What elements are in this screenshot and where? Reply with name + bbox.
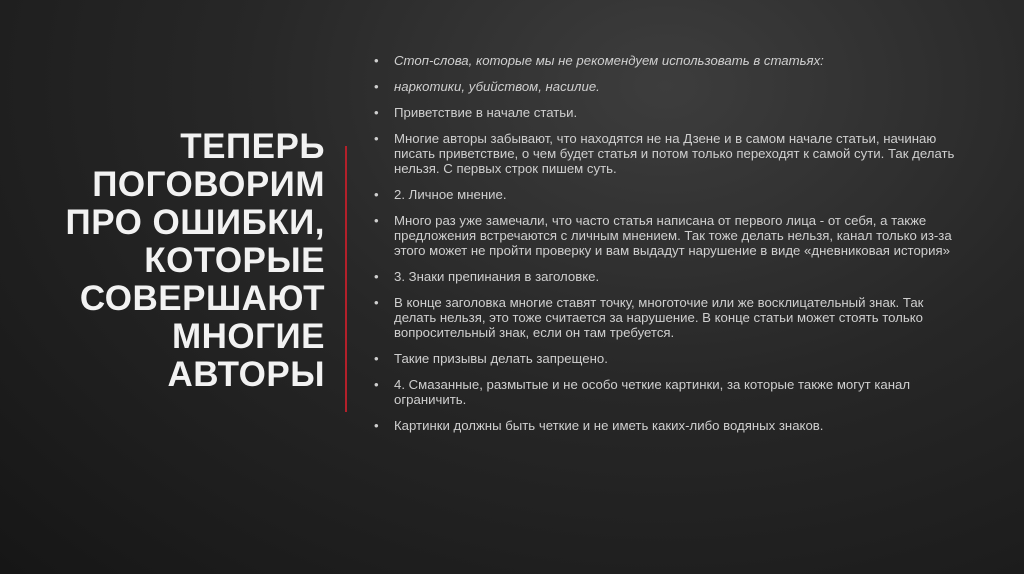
bullet-icon: • bbox=[374, 295, 379, 310]
slide-title bbox=[40, 128, 325, 394]
bullet-icon: • bbox=[374, 187, 379, 202]
bullet-icon: • bbox=[374, 377, 379, 392]
list-item bbox=[374, 295, 964, 340]
bullet-icon: • bbox=[374, 418, 379, 433]
list-item-text: Много раз уже замечали, что часто статья написана от первого лица - от себя, а также предложения встречаются с личным мнением. Так тоже делать нельзя, канал только из-за этого может не пройти проверку и вам выдадут нарушение в виде «дневниковая история» bbox=[394, 213, 952, 258]
bullet-icon: • bbox=[374, 269, 379, 284]
list-item-text: В конце заголовка многие ставят точку, многоточие или же восклицательный знак. Так делать нельзя, это тоже считается за нарушение. В конце статьи может стоять только вопросительный знак, если он там требуется. bbox=[394, 295, 924, 340]
list-item bbox=[374, 351, 964, 366]
list-item-text: 2. Личное мнение. bbox=[394, 187, 507, 202]
bullet-list bbox=[374, 53, 964, 444]
list-item bbox=[374, 131, 964, 176]
list-item-text: 3. Знаки препинания в заголовке. bbox=[394, 269, 600, 284]
list-item-text: Стоп-слова, которые мы не рекомендуем использовать в статьях: bbox=[394, 53, 824, 68]
list-item bbox=[374, 187, 964, 202]
title-line: ПОГОВОРИМ bbox=[92, 165, 325, 204]
bullet-icon: • bbox=[374, 131, 379, 146]
title-line: АВТОРЫ bbox=[167, 355, 325, 394]
bullet-icon: • bbox=[374, 351, 379, 366]
list-item-text: 4. Смазанные, размытые и не особо четкие картинки, за которые также могут канал ограничить. bbox=[394, 377, 911, 407]
list-item bbox=[374, 418, 964, 433]
list-item bbox=[374, 377, 964, 407]
bullet-icon: • bbox=[374, 105, 379, 120]
list-item bbox=[374, 213, 964, 258]
list-item bbox=[374, 53, 964, 68]
title-line: ПРО ОШИБКИ, bbox=[65, 203, 325, 242]
title-line: МНОГИЕ bbox=[172, 317, 325, 356]
bullet-icon: • bbox=[374, 53, 379, 68]
title-divider bbox=[345, 146, 347, 412]
list-item-text: Приветствие в начале статьи. bbox=[394, 105, 578, 120]
bullet-icon: • bbox=[374, 79, 379, 94]
list-item bbox=[374, 105, 964, 120]
bullet-icon: • bbox=[374, 213, 379, 228]
list-item bbox=[374, 269, 964, 284]
list-item-text: наркотики, убийством, насилие. bbox=[394, 79, 600, 94]
list-item-text: Картинки должны быть четкие и не иметь каких-либо водяных знаков. bbox=[394, 418, 824, 433]
list-item bbox=[374, 79, 964, 94]
list-item-text: Такие призывы делать запрещено. bbox=[394, 351, 608, 366]
list-item-text: Многие авторы забывают, что находятся не на Дзене и в самом начале статьи, начинаю писать приветствие, о чем будет статья и потом только переходят к самой сути. Так делать нельзя. С первых строк пишем суть. bbox=[394, 131, 955, 176]
title-line: СОВЕРШАЮТ bbox=[79, 279, 325, 318]
title-line: КОТОРЫЕ bbox=[144, 241, 325, 280]
title-line: ТЕПЕРЬ bbox=[180, 127, 325, 166]
